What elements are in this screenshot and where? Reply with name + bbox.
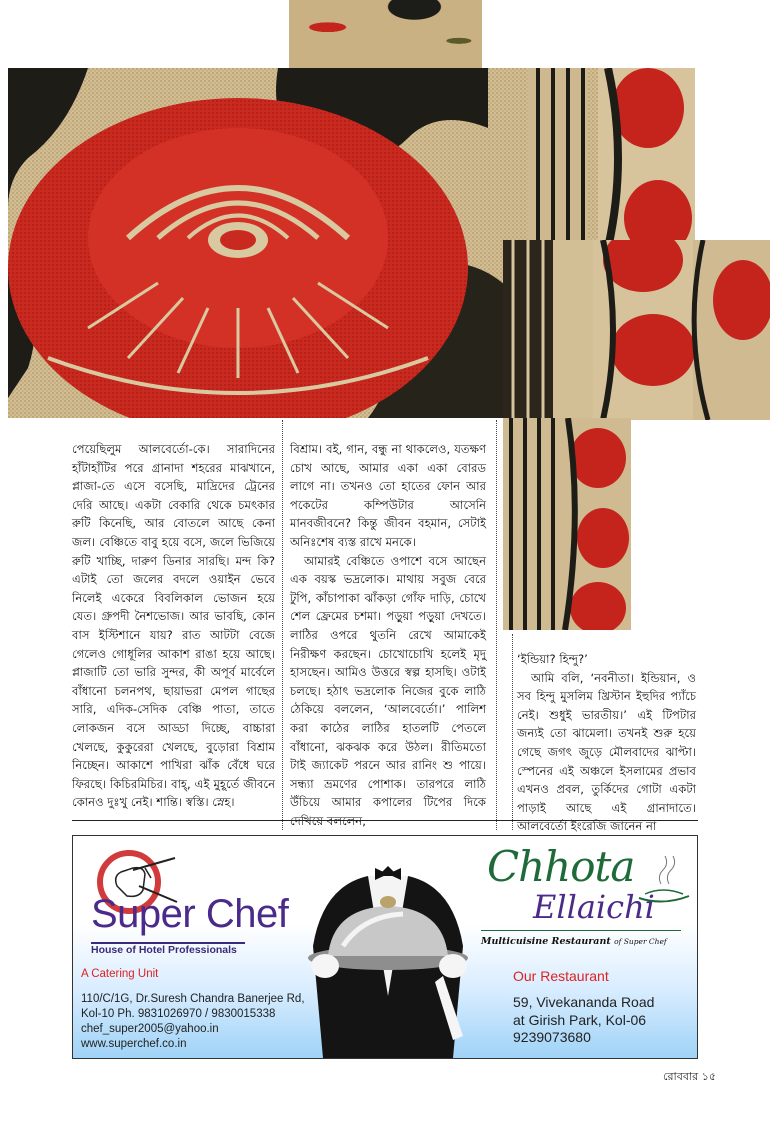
restaurant-address bbox=[513, 994, 654, 1047]
address-line: at Girish Park, Kol-06 bbox=[513, 1011, 647, 1028]
page-footer: রোববার ১৫ bbox=[663, 1070, 716, 1083]
logo-rule bbox=[481, 930, 681, 931]
super-chef-address bbox=[81, 992, 305, 1052]
our-restaurant-label: Our Restaurant bbox=[513, 968, 609, 984]
advertisement bbox=[72, 835, 698, 1059]
restaurant-subtitle-main: Multicuisine Restaurant bbox=[481, 936, 611, 947]
restaurant-subtitle bbox=[481, 936, 667, 947]
super-chef-brand: Super Chef bbox=[91, 892, 289, 936]
address-line: 110/C/1G, Dr.Suresh Chandra Banerjee Rd, bbox=[81, 993, 305, 1005]
column-separator bbox=[512, 634, 513, 830]
article-paragraph: বিশ্রাম। বই, গান, বন্ধু না থাকলেও, যতক্ষণ চোখ আছে, আমার একা একা বোরড লাগে না। তখনও তো হাতের ফোন আর পকেটের কম্পিউটার আসেনি মানবজীবনে? কিন্তু জীবন বহমান, সেটাই অনিঃশেষ ব্যস্ত রাখে মনকে। bbox=[290, 442, 486, 549]
phone-line: Kol-10 Ph. 9831026970 / 9830015338 bbox=[81, 1008, 276, 1020]
column-separator bbox=[282, 420, 283, 830]
textile-image-column bbox=[503, 418, 631, 630]
email-line: chef_super2005@yahoo.in bbox=[81, 1023, 219, 1035]
super-chef-tagline: House of Hotel Professionals bbox=[91, 944, 237, 956]
textile-image-top bbox=[289, 0, 482, 68]
article-paragraph: আমারই বেঞ্চিতে ওপাশে বসে আছেন এক বয়স্ক ভদ্রলোক। মাথায় সবুজ বেরে টুপি, কাঁচাপাকা ঝাঁকড়া গোঁফ দাড়ি, চোখে শেল ফ্রেমের চশমা। পড়ুয়া পড়ুয়া দেখতে। লাঠির ওপরে থুতনি রেখে আমাকেই নিরীক্ষণ করছেন। চোখোচোখি হলেই মৃদু হাসছেন। আমিও উত্তরে স্বল্প হাসছি। ওটাই চলছে। হঠাৎ ভদ্রলোক নিজের বুকে লাঠি ঠেকিয়ে বললেন, ‘আলবের্তো।’ পালিশ করা কাঠের লাঠির হাতলটি পেতলে বাঁধানো, ঝকঝক করে উঠল। রীতিমতো টাই জ্যাকেট পরনে আর রানিং শু পায়ে। সন্ধ্যা ভ্রমণের পোশাক। তারপরে লাঠি উঁচিয়ে আমার কপালের টিপের দিকে দেখিয়ে বললেন, bbox=[290, 553, 486, 828]
article-column-1 bbox=[72, 440, 275, 830]
textile-image-right bbox=[503, 240, 770, 420]
article-paragraph: আমি বলি, ‘নবনীতা। ইন্ডিয়ান, ও সব হিন্দু মুসলিম খ্রিস্টান ইহুদির প্যাঁচে নেই। শুধুই ভারতীয়।’ এই টিপটার জন্যই তো ঝামেলা। তখনই শুরু হয়ে গেছে জগৎ জুড়ে মৌলবাদের ঝাপ্টা। স্পেনের এই অঞ্চলে ইসলামের প্রভাব এখনও প্রবল, তুর্কিদের গোটা একটা পাড়াই আছে এই গ্রানাদাতে। আলবের্তো ইংরেজি জানেন না bbox=[517, 670, 696, 834]
article-paragraph: পেয়েছিলুম আলবের্তো-কে। সারাদিনের হাঁটাহাঁটির পরে গ্রানাদা শহরের মাঝখানে, প্লাজা-তে এসে বসেছি, মাদ্রিদের ট্রেনের দেরি আছে। একটা বেকারি থেকে চমৎকার রুটি কিনেছি, আর বোতলে আছে কেনা জল। বেঞ্চিতে বাবু হয়ে বসে, জলে ভিজিয়ে রুটি খাচ্ছি, দারুণ ডিনার সারছি। মন্দ কি? এটাই তো জলের বদলে ওয়াইন ভেবে নিলেই একেরে বিবলিকাল ভোজন হয়ে যেত। গ্রুপদী নৈশভোজ। আর ভাবছি, কোন বাস ইস্টিশানে যায়? রাত আটটা বেজে গেলেও গোধূলির আকাশ রাঙা হয়ে আছে। প্লাজাটি তো ভারি সুন্দর, কী অপূর্ব মার্বেলে বাঁধানো চলনপথ, ছায়াভরা মেপল গাছের সারি, এদিক-সেদিক বেঞ্চি পাতা, তাতে লোকজন বসে আড্ডা দিচ্ছে, বাচ্চারা খেলছে, কুকুরেরা খেলছে, বুড়োরা বিশ্রাম নিচ্ছেন। আকাশে পাখিরা ঝাঁক বেঁধে ঘরে ফিরছে। কিচিরমিচির। বাহ্, এই মুহূর্তে জীবনে কোনও দুঃখু নেই। শান্তি। স্বস্তি। স্নেহ। bbox=[72, 442, 275, 810]
waiter-with-cloche-image bbox=[283, 836, 493, 1058]
article-column-2 bbox=[290, 440, 486, 830]
chhota-ellaichi-logo-line2: Ellaichi bbox=[533, 888, 655, 926]
textile-pattern-column bbox=[503, 418, 631, 630]
column-separator bbox=[496, 420, 497, 830]
chhota-ellaichi-logo-line1: Chhota bbox=[487, 842, 635, 891]
article-quote: ‘ইন্ডিয়া? হিন্দু?’ bbox=[517, 652, 588, 666]
restaurant-subtitle-small: of Super Chef bbox=[614, 937, 667, 946]
article-column-3 bbox=[517, 650, 696, 834]
website-line: www.superchef.co.in bbox=[81, 1038, 187, 1050]
address-line: 59, Vivekananda Road bbox=[513, 994, 655, 1010]
phone-line: 9239073680 bbox=[513, 1029, 591, 1045]
section-divider bbox=[72, 820, 698, 821]
textile-pattern-right bbox=[503, 240, 770, 420]
catering-unit-label: A Catering Unit bbox=[81, 968, 159, 980]
